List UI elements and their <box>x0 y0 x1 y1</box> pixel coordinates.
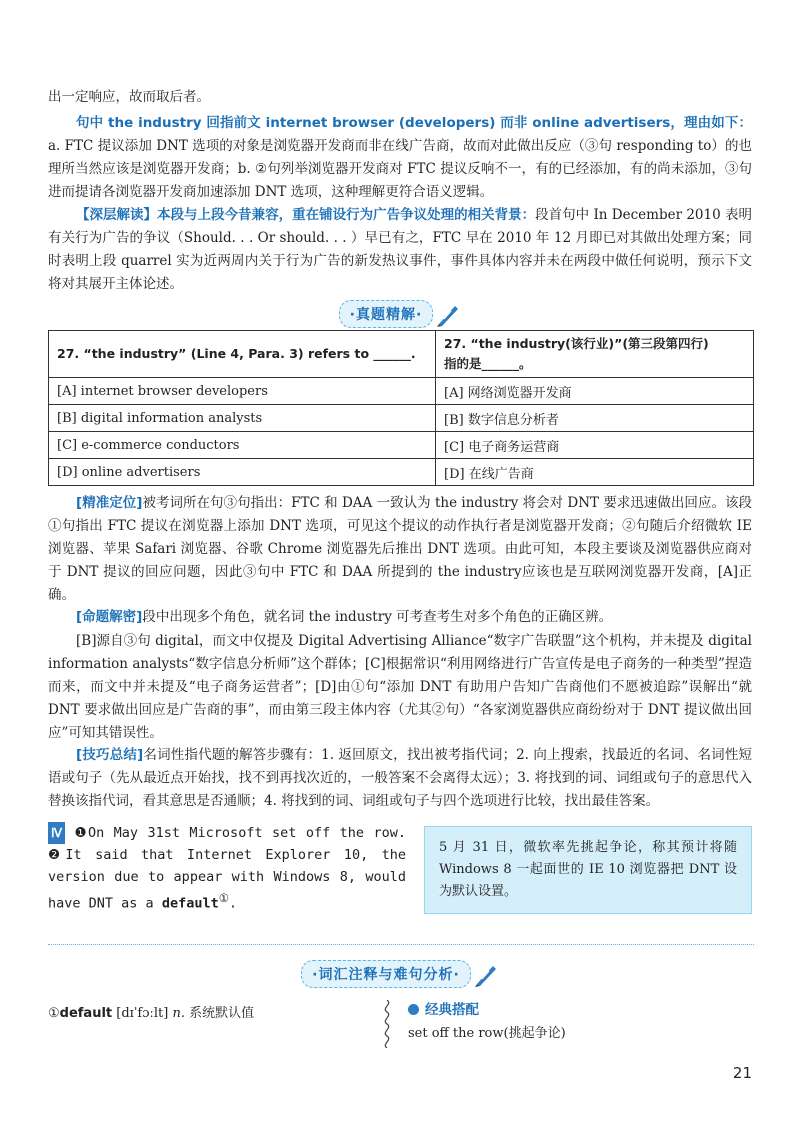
spring-divider-icon <box>381 1000 393 1048</box>
option-cn-d: [D] 在线广告商 <box>436 459 754 486</box>
decode-paragraph <box>48 606 752 629</box>
locate-paragraph <box>48 492 752 607</box>
option-en-b: [B] digital information analysts <box>49 405 436 432</box>
collocation-item: set off the row(挑起争论) <box>408 1026 566 1041</box>
footnote-marker: ① <box>218 892 229 905</box>
deep-reading-paragraph <box>48 204 752 296</box>
skill-tag: [技巧总结] <box>76 747 144 763</box>
section-title-questions <box>0 300 800 328</box>
vocab-pos: n. <box>172 1006 185 1021</box>
page-number: 21 <box>732 1064 752 1082</box>
section-title-vocab <box>0 960 800 988</box>
question-stem-en: 27. “the industry” (Line 4, Para. 3) refers to ______. <box>49 331 436 378</box>
question-stem-cn: 27. “the industry(该行业)”(第三段第四行) 指的是______。 <box>436 331 754 378</box>
section-title-pill: ·词汇注释与难句分析· <box>301 960 471 988</box>
option-cn-a: [A] 网络浏览器开发商 <box>436 378 754 405</box>
deep-reading-body: 段首句中 In December 2010 表明有关行为广告的争议（Should. . . Or should. . . ）早已有之，FTC 早在 2010 年 12 月即已对其做出处理方案；同时表明上段 quarrel 实为近两周内关于行为广告的新发热议事件，事件具体内容并未在两段中做任何说明，预示下文将对其展开主体论述。 <box>48 207 752 292</box>
roman-numeral-badge: Ⅳ <box>48 822 65 844</box>
sentence-1-marker: ❶ <box>74 825 88 841</box>
skill-body: 名词性指代题的解答步骤有：1. 返回原文，找出被考指代词；2. 向上搜索，找最近的名词、名词性短语或句子（先从最近点开始找，找不到再找次近的，一般答案不会离得太远）；3. 将找到的词、词组或句子的意思代入替换该指代词，看其意思是否通顺；4. 将找到的词、词组或句子与四个选项进行比较，找出最佳答案。 <box>48 747 753 809</box>
sentence-2: It said that Internet Explorer 10, the version due to appear with Windows 8, would have DNT as a <box>48 847 406 912</box>
option-en-c: [C] e-commerce conductors <box>49 432 436 459</box>
collocation-title: 经典搭配 <box>408 998 479 1018</box>
locate-body: 被考词所在句③句指出：FTC 和 DAA 一致认为 the industry 将会对 DNT 要求迅速做出回应。该段①句指出 FTC 提议在浏览器上添加 DNT 选项，可见这个提议的动作执行者是浏览器开发商；②句随后介绍微软 IE 浏览器、苹果 Safari 浏览器、谷歌 Chrome 浏览器先后推出 DNT 选项。由此可知，本段主要谈及浏览器供应商对于 DNT 提议的回应问题，因此③句中 FTC 和 DAA 所提到的 the industry应该也是互联网浏览器开发商，[A]正确。 <box>48 495 752 603</box>
vocab-note <box>48 1002 254 1021</box>
distractor-paragraph: [B]源自③句 digital，而文中仅提及 Digital Advertising Alliance“数字广告联盟”这个机构，并未提及 digital information analysts“数字信息分析师”这个群体；[C]根据常识“利用网络进行广告宣传是电子商务的一种类型”捏造而来，而文中并未提及“电子商务运营者”；[D]由①句“添加 DNT 有助用户告知广告商他们不愿被追踪”误解出“就 DNT 要求做出回应是广告商的事”，而由第三段主体内容（尤其②句）“各家浏览器供应商纷纷对于 DNT 提议做出回应”可知其错误性。 <box>48 633 752 741</box>
option-en-a: [A] internet browser developers <box>49 378 436 405</box>
locate-tag: [精准定位] <box>76 495 143 511</box>
divider <box>48 944 754 945</box>
question-table <box>48 330 754 486</box>
bullet-icon <box>408 1004 419 1015</box>
skill-paragraph <box>48 744 752 813</box>
analysis-paragraph-1 <box>48 112 752 204</box>
translation-box: 5 月 31 日，微软率先挑起争论，称其预计将随 Windows 8 一起面世的 IE 10 浏览器把 DNT 设为默认设置。 <box>424 826 752 914</box>
vocab-word: default <box>59 1006 113 1021</box>
option-cn-b: [B] 数字信息分析者 <box>436 405 754 432</box>
pen-icon <box>435 302 461 328</box>
decode-body: 段中出现多个角色，就名词 the industry 可考查考生对多个角色的正确区辨。 <box>142 609 613 625</box>
deep-reading-lead: 本段与上段今昔兼容，重在铺设行为广告争议处理的相关背景： <box>157 207 536 223</box>
sentence-1: On May 31st Microsoft set off the row. <box>87 825 406 841</box>
pen-icon <box>473 962 499 988</box>
decode-tag: [命题解密] <box>76 609 143 625</box>
section-title-pill: ·真题精解· <box>339 300 434 328</box>
para-continuation: 出一定响应，故而取后者。 <box>48 89 210 105</box>
keyword-default: default <box>161 895 219 912</box>
option-cn-c: [C] 电子商务运营商 <box>436 432 754 459</box>
vocab-meaning: 系统默认值 <box>189 1006 255 1021</box>
vocab-phonetic: [dɪˈfɔːlt] <box>116 1006 169 1021</box>
example-sentence: Ⅳ ❶On May 31st Microsoft set off the row. ❷It said that Internet Explorer 10, the version due to appear with Windows 8, would have DNT as a default①. <box>48 822 406 915</box>
deep-reading-tag: 【深层解读】 <box>76 207 158 223</box>
vocab-number: ① <box>48 1006 60 1021</box>
analysis-body: a. FTC 提议添加 DNT 选项的对象是浏览器开发商而非在线广告商，故而对此做出反应（③句 responding to）的也理所当然应该是浏览器开发商；b. ②句列举浏览器开发商对 FTC 提议反响不一，有的已经添加，有的尚未添加，③句进而提请各浏览器开发商加速添加 DNT 选项，这种理解更符合语义逻辑。 <box>48 138 752 200</box>
sentence-2-marker: ❷ <box>48 847 66 863</box>
analysis-lead: 句中 the industry 回指前文 internet browser (developers) 而非 online advertisers，理由如下： <box>76 115 752 131</box>
option-en-d: [D] online advertisers <box>49 459 436 486</box>
